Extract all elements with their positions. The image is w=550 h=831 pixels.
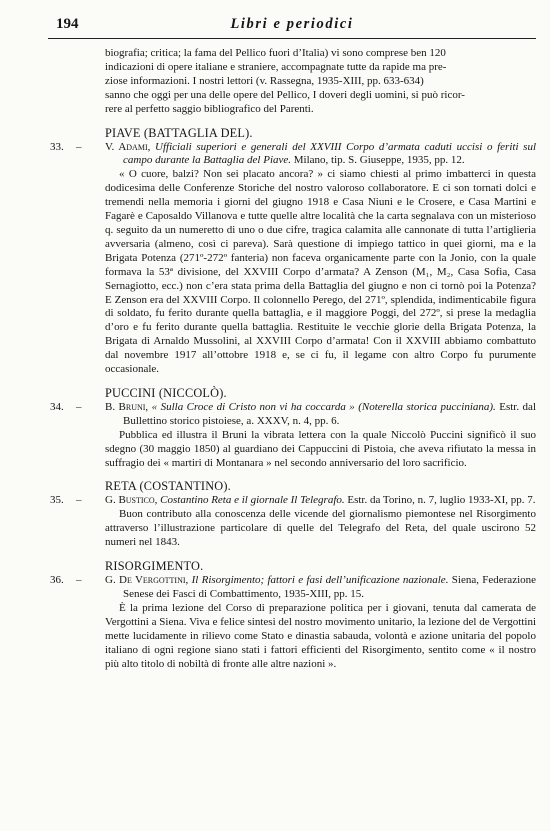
entry-author: V. Adami, <box>105 140 151 153</box>
entry-review: È la prima lezione del Corso di preparazione politica per i giovani, tenuta dal camerata de Vergottini a Siena. Viva e felice sintesi del nostro movimento unitario, la lezione del de Vergottini mette lucidamente in rilievo come Stato e dinastia sabauda, volontà e azione unitaria del popolo italiano di ogni regione siano stati i fattori efficienti del Risorgimento, sentito come « il nostro più alto titolo di nobiltà di fronte alle altre nazioni ». <box>105 601 536 670</box>
entry-dash: – <box>76 574 82 587</box>
running-title: Libri e periodici <box>230 16 354 32</box>
section-heading: PIAVE (BATTAGLIA DEL). <box>105 125 253 140</box>
bibliography-entry <box>48 494 536 550</box>
intro-line: ziose informazioni. I nostri lettori (v. Rassegna, 1935-XIII, pp. 633-634) <box>105 74 424 87</box>
entry-citation <box>105 401 536 429</box>
entry-publication: Estr. dal Bullettino storico pistoiese, a. XXXV, n. 4, pp. 6. <box>123 400 536 427</box>
section-heading: RETA (COSTANTINO). <box>105 479 231 494</box>
entry-author: G. Bustico, <box>105 494 158 507</box>
entry-publication: Milano, tip. S. Giuseppe, 1935, pp. 12. <box>293 154 465 167</box>
entry-title: Ufficiali superiori e generali del XXVIII Corpo d’armata caduti uccisi o feriti sul campo durante la Battaglia del Piave. <box>123 140 536 167</box>
intro-line: indicazioni di opere italiane e straniere, accompagnate tutte da rapide ma pre- <box>105 60 447 73</box>
entry-number: 34. <box>50 400 64 413</box>
entry-citation <box>105 574 536 602</box>
bibliography-entry <box>48 401 536 471</box>
page-content <box>48 47 536 671</box>
bibliography-entry <box>48 574 536 671</box>
entry-author: B. Bruni, <box>105 400 149 413</box>
intro-line: rere al perfetto saggio bibliografico del Parenti. <box>105 102 314 115</box>
entry-author: G. De Vergottini, <box>105 574 189 587</box>
entry-review: Buon contributo alla conoscenza delle vicende del giornalismo piemontese nel Risorgimento attraverso l’illustrazione particolare di quelle del Telegrafo del Reta, del quale uscirono 52 numeri nel 1843. <box>105 508 536 549</box>
entry-dash: – <box>76 400 82 413</box>
bibliography-entry <box>48 141 536 377</box>
entry-title: Costantino Reta e il giornale Il Telegrafo. <box>160 494 345 507</box>
entry-review: « O cuore, balzi? Non sei placato ancora? » ci siamo chiesti al primo imbatterci in questa dodicesima delle Conferenze Storiche del nostro valoroso collaboratore. E ci son tornati dolci e tremendi nella memoria i giorni del giugno 1918 e Casa Niuni e le Crosere, e Casa Martini e Fagarè e Caposaldo Villanova e tutte quelle altre località che la carta segnalava con un misterioso q. seguito da un numeretto di uno o due cifre, tragica calamita alle cannonate di tutta l’artiglieria avversaria (almeno, così ci pareva). Sarà questione di impiego tattico in quei giorni, ma e la Brigata Potenza (271º-272º fanteria) non faceva organicamente parte con la Jonio, con la quale formava la 53ª divisione, del XXVIII Corpo d’armata? A Zenson (M₁, M₂, Casa Sofia, Casa Sernagiotto, ecc.) non c’era stata prima della Battaglia del giugno e non ci tornò poi la Potenza? E Zenson era del XXVIII Corpo. Il colonnello Perego, del 271º, splendida, indimenticabile figura di soldato, fu ferito durante quella battaglia, e il maggiore Poggi, del 272º, si prese la medaglia d’oro e fu ferito durante quella battaglia. Restituite le vecchie glorie della Brigata Potenza, la Brigata di Arnaldo Mussolini, al XXVIII Corpo d’armata! Con il XXVIII abbiamo combattuto dal novembre 1917 all’ottobre 1918 e, se ci fu, il legame con altro Corpo fu purumente occasionale. <box>105 168 536 376</box>
page-number: 194 <box>56 16 79 32</box>
entry-number: 33. <box>50 140 64 153</box>
entry-title: Il Risorgimento; fattori e fasi dell’unificazione nazionale. <box>191 574 449 587</box>
section-heading: PUCCINI (NICCOLÒ). <box>105 385 227 400</box>
entry-dash: – <box>76 140 82 153</box>
entry-publication: Siena, Federazione Senese dei Fasci di Combattimento, 1935-XIII, pp. 15. <box>123 574 537 600</box>
entry-dash: – <box>76 494 82 507</box>
intro-paragraph <box>48 47 536 117</box>
entry-publication: Estr. da Torino, n. 7, luglio 1933-XI, pp. 7. <box>347 494 536 507</box>
section-heading: RISORGIMENTO. <box>105 559 204 574</box>
entry-review: Pubblica ed illustra il Bruni la vibrata lettera con la quale Niccolò Puccini significò il suo sdegno (30 maggio 1850) al guardiano dei Cappuccini di Pistoia, che aveva rifiutato la messa in suffragio dei « martiri di Montanara » nel secondo anniversario del loro sacrificio. <box>105 428 536 469</box>
entry-number: 35. <box>50 494 64 507</box>
intro-line: sanno che oggi per una delle opere del Pellico, I doveri degli uomini, si può ricor- <box>105 88 465 101</box>
entry-title: « Sulla Croce di Cristo non vi ha coccarda » (Noterella storica pucciniana). <box>151 400 496 413</box>
running-header <box>48 14 536 39</box>
entry-citation <box>105 494 536 508</box>
entry-citation <box>105 141 536 169</box>
entry-number: 36. <box>50 574 64 587</box>
intro-line: biografia; critica; la fama del Pellico fuori d’Italia) vi sono comprese ben 120 <box>105 47 446 59</box>
